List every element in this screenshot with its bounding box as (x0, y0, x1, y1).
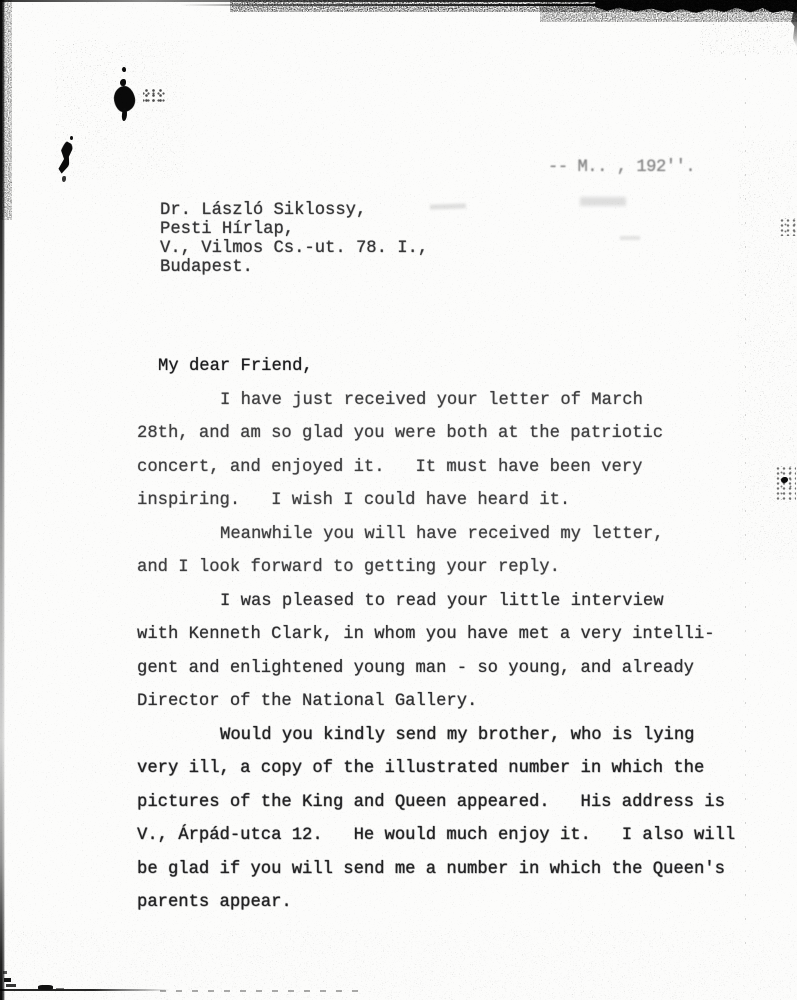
ink-dot (62, 176, 66, 182)
letter-line: Meanwhile you will have received my letter, (220, 524, 664, 544)
scan-edge-top-line-2 (180, 4, 797, 6)
scan-mark (56, 988, 64, 991)
speckle-knot (781, 477, 788, 483)
letter-line: I was pleased to read your little interview (220, 591, 664, 611)
faint-smudge (580, 197, 626, 206)
letter-line: concert, and enjoyed it. It must have been very (137, 457, 643, 477)
ink-dot (120, 79, 126, 86)
speckle-cluster (779, 218, 796, 236)
ink-dot (122, 67, 126, 72)
letter-line: be glad if you will send me a number in which the Queen's (137, 859, 725, 879)
letter-line: V., Árpád-utca 12. He would much enjoy it. I also will (137, 826, 736, 845)
letter-line: parents appear. (137, 893, 292, 912)
address-line: Budapest. (160, 258, 253, 277)
letter-line: Would you kindly send my brother, who is lying (220, 725, 695, 745)
ink-blot-2 (55, 140, 75, 175)
scan-vertical-seam (745, 30, 746, 960)
letter-line: inspiring. I wish I could have heard it. (137, 491, 571, 510)
scan-edge-top-line (0, 0, 797, 2)
address-line: Dr. László Siklossy, (160, 201, 367, 220)
letter-line: and I look forward to getting your reply. (137, 558, 560, 577)
ink-dot (70, 136, 73, 140)
letter-line: Director of the National Gallery. (137, 692, 478, 711)
speckle-cluster (775, 466, 796, 500)
ink-blot-tail (121, 108, 127, 121)
address-line: V., Vilmos Cs.-ut. 78. I., (160, 239, 429, 258)
salutation: My dear Friend, (158, 357, 313, 376)
scan-top-right-smudge (595, 0, 797, 13)
faint-smudge (620, 236, 640, 240)
letter-line: very ill, a copy of the illustrated number in which the (137, 759, 705, 778)
recipient-address (160, 201, 428, 277)
scan-mark (38, 985, 53, 990)
date-line: -- M.. , 192''. (548, 158, 696, 177)
letter-line: pictures of the King and Queen appeared. His address is (137, 792, 725, 812)
scan-edge-right-top (787, 0, 797, 48)
faint-smudge (430, 203, 466, 209)
scan-bottom-left-line (0, 989, 170, 991)
letter-line: I have just received your letter of March (220, 390, 643, 410)
scan-mark (4, 978, 11, 982)
scan-mark (6, 984, 16, 987)
ink-blot (112, 84, 137, 113)
letter-line: with Kenneth Clark, in whom you have met a very intelli- (137, 625, 715, 644)
ink-scatter (143, 88, 165, 104)
scan-edge-left (0, 0, 6, 1000)
scan-mark (3, 971, 7, 974)
letter-line: gent and enlightened young man - so young, and already (137, 658, 694, 678)
address-line: Pesti Hírlap, (160, 220, 295, 239)
letter-body (137, 350, 735, 920)
scan-bottom-left-dashes (160, 990, 360, 992)
letter-line: 28th, and am so glad you were both at the patriotic (137, 424, 664, 443)
